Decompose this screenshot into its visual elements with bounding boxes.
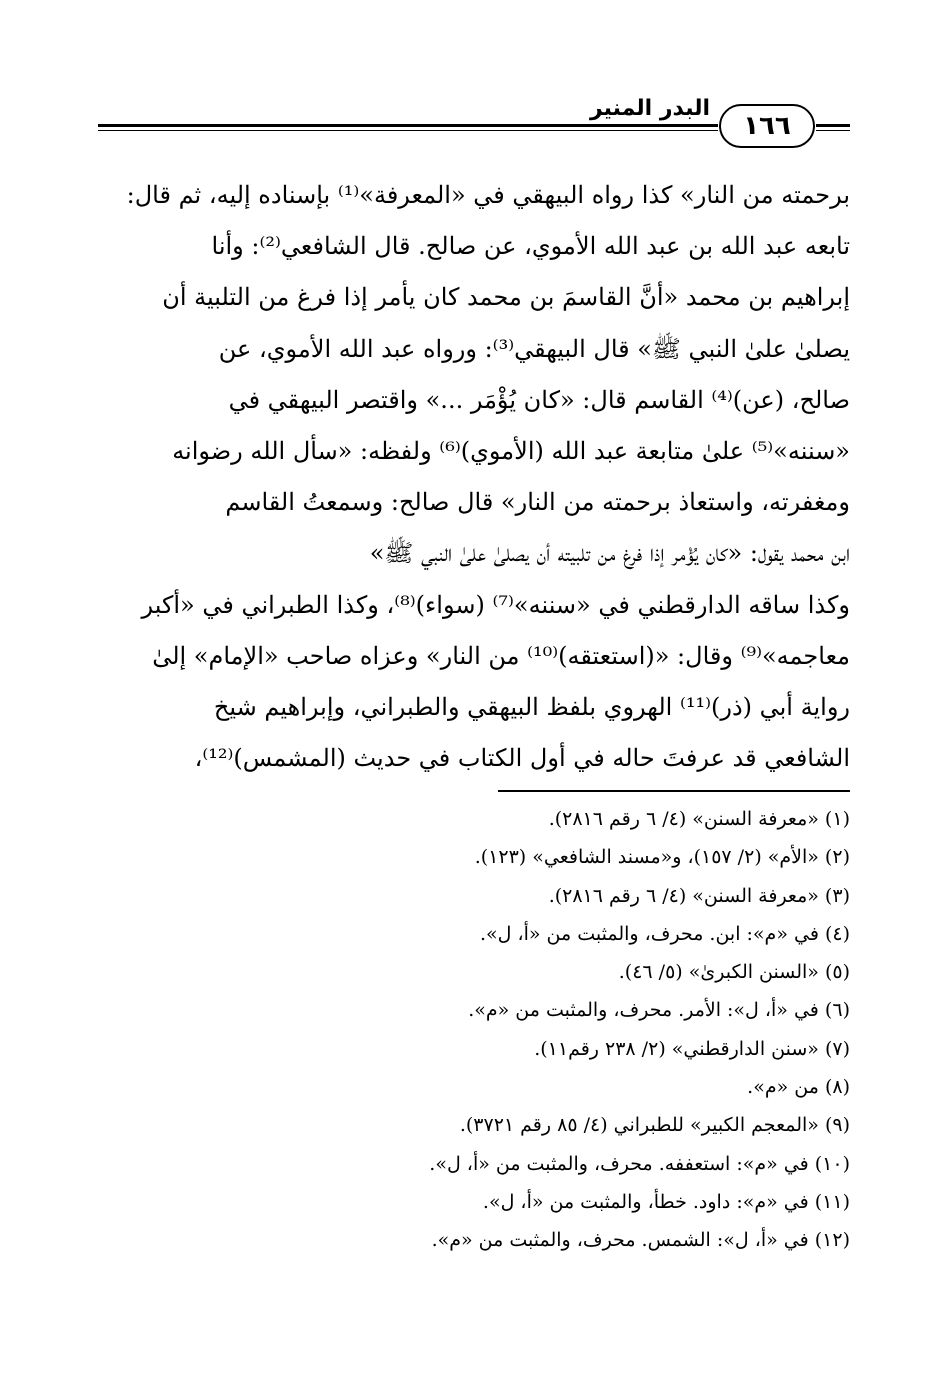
footnote: (٩) «المعجم الكبير» للطبراني (٤/ ٨٥ رقم ٣٧٢١). (459, 1114, 850, 1137)
footnote: (١١) في «م»: داود. خطأ، والمثبت من «أ، ل». (482, 1190, 850, 1213)
page-header (98, 92, 850, 150)
main-text (98, 170, 850, 784)
text-line: تابعه عبد الله بن عبد الله الأموي، عن صالح. قال الشافعي⁽²⁾: وأنا (211, 232, 850, 261)
text-line: وكذا ساقه الدارقطني في «سننه»⁽⁷⁾ (سواء)⁽⁸⁾، وكذا الطبراني في «أكبر (141, 590, 850, 619)
footnote-separator (498, 790, 850, 792)
text-line: رواية أبي (ذر)⁽¹¹⁾ الهروي بلفظ البيهقي والطبراني، وإبراهيم شيخ (213, 692, 850, 721)
footnote: (١٢) في «أ، ل»: الشمس. محرف، والمثبت من «م». (431, 1229, 850, 1252)
footnotes (98, 800, 850, 1260)
header-rule-right-thin (816, 130, 850, 131)
footnote: (٨) من «م». (747, 1076, 850, 1099)
footnote: (٥) «السنن الكبرىٰ» (٥/ ٤٦). (618, 961, 850, 984)
footnote: (٢) «الأم» (٢/ ١٥٧)، و«مسند الشافعي» (١٢٣). (474, 846, 850, 869)
text-line: ابن محمد يقول: «كان يُؤْمر إذا فرغ من تلبيته أن يصلىٰ علىٰ النبي ﷺ» (369, 539, 850, 568)
header-rule-thick (98, 124, 718, 127)
footnote: (١) «معرفة السنن» (٤/ ٦ رقم ٢٨١٦). (548, 808, 850, 830)
text-line: الشافعي قد عرفتَ حاله في أول الكتاب في حديث (المشمس)⁽¹²⁾، (194, 744, 850, 773)
header-rule-right-thick (816, 124, 850, 127)
text-line: صالح، (عن)⁽⁴⁾ القاسم قال: «كان يُؤْمَر ...» واقتصر البيهقي في (228, 385, 850, 414)
footnote: (١٠) في «م»: استعففه. محرف، والمثبت من «أ، ل». (429, 1152, 850, 1175)
text-line: «سننه»⁽⁵⁾ علىٰ متابعة عبد الله (الأموي)⁽⁶⁾ ولفظه: «سأل الله رضوانه (172, 436, 850, 465)
text-line: يصلىٰ علىٰ النبي ﷺ» قال البيهقي⁽³⁾: ورواه عبد الله الأموي، عن (218, 334, 850, 363)
running-title: البدر المنير (589, 96, 710, 121)
text-line: معاجمه»⁽⁹⁾ وقال: «(استعتقه)⁽¹⁰⁾ من النار» وعزاه صاحب «الإمام» إلىٰ (152, 641, 850, 670)
footnote: (٣) «معرفة السنن» (٤/ ٦ رقم ٢٨١٦). (548, 884, 850, 907)
text-line: إبراهيم بن محمد «أنَّ القاسمَ بن محمد كان يأمر إذا فرغ من التلبية أن (162, 283, 850, 312)
footnote: (٤) في «م»: ابن. محرف، والمثبت من «أ، ل». (479, 922, 850, 945)
text-line: برحمته من النار» كذا رواه البيهقي في «المعرفة»⁽¹⁾ بإسناده إليه، ثم قال: (126, 181, 850, 209)
page-number: ١٦٦ (719, 104, 815, 148)
footnote: (٧) «سنن الدارقطني» (٢/ ٢٣٨ رقم١١). (534, 1037, 850, 1060)
header-rule-thin (98, 130, 718, 131)
text-line: ومغفرته، واستعاذ برحمته من النار» قال صالح: وسمعتُ القاسم (225, 488, 850, 517)
footnote: (٦) في «أ، ل»: الأمر. محرف، والمثبت من «م». (468, 999, 850, 1022)
